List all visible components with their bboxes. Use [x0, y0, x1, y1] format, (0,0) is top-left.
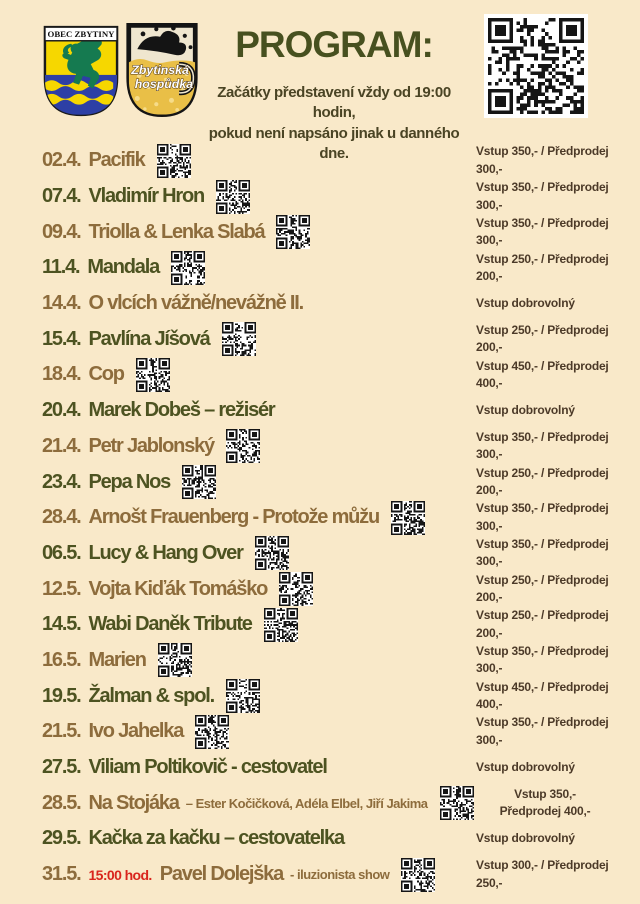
event-title: Pavlína Jíšová	[88, 327, 210, 350]
event-row	[0, 714, 640, 750]
event-date: 14.4.	[42, 292, 81, 315]
event-price: Vstup 350,- / Předprodej 300,-	[476, 144, 609, 176]
subtitle-line1: Začátky představení vždy od 19:00 hodin,	[217, 84, 451, 122]
event-title: Žalman & spol.	[88, 684, 214, 707]
event-row	[0, 821, 640, 857]
event-row-left	[42, 643, 476, 677]
event-qr-code	[226, 429, 260, 463]
subtitle-line2: pokud není napsáno jinak u danného dne.	[208, 124, 460, 162]
event-price: Vstup dobrovolný	[476, 759, 575, 774]
event-title: Na Stojáka	[88, 791, 179, 814]
event-date: 23.4.	[42, 470, 81, 493]
event-qr-code	[158, 643, 192, 677]
pub-name-line2-svg: hospůdka	[134, 77, 194, 92]
event-title: Kačka za kačku – cestovatelka	[88, 827, 344, 850]
event-date: 15.4.	[42, 327, 81, 350]
event-row	[0, 785, 640, 821]
event-row	[0, 286, 640, 322]
event-date: 02.4.	[42, 149, 81, 172]
event-row	[0, 643, 640, 679]
event-price: Vstup 450,- / Předprodej 400,-	[476, 679, 609, 712]
event-date: 28.5.	[42, 791, 81, 814]
event-row-left	[42, 322, 476, 356]
event-date: 18.4.	[42, 363, 81, 386]
event-title: Marien	[88, 648, 146, 671]
event-row	[0, 571, 640, 607]
event-price: Vstup 450,- / Předprodej 400,-	[476, 358, 609, 390]
event-title: O vlcích vážně/nevážně II.	[88, 292, 303, 315]
municipal-coat-of-arms	[42, 24, 120, 118]
event-date: 19.5.	[42, 684, 81, 707]
event-title: Arnošt Frauenberg - Protože můžu	[88, 506, 379, 529]
event-date: 11.4.	[42, 256, 80, 279]
event-note: - iluzionista show	[290, 867, 390, 883]
event-qr-code	[276, 215, 310, 249]
event-qr-code	[279, 572, 313, 606]
event-date: 14.5.	[42, 613, 81, 636]
event-title: Pacifik	[88, 149, 145, 172]
event-row-left	[42, 215, 476, 249]
main-qr-code	[484, 14, 588, 118]
event-qr-code	[222, 322, 256, 356]
event-row	[0, 214, 640, 250]
event-row-left	[42, 180, 476, 214]
event-title: Mandala	[87, 256, 160, 279]
event-price: Vstup 250,- / Předprodej 200,-	[476, 572, 609, 605]
event-price: Vstup 350,- / Předprodej 300,-	[476, 644, 609, 676]
event-date: 16.5.	[42, 648, 81, 671]
event-row-left	[42, 465, 476, 499]
event-price: Vstup 350,- / Předprodej 300,-	[476, 215, 609, 248]
event-title: Petr Jablonský	[88, 434, 214, 457]
event-row	[0, 357, 640, 393]
event-price: Vstup dobrovolný	[476, 402, 575, 417]
event-price: Vstup 250,- / Předprodej 200,-	[476, 608, 609, 640]
event-time: 15:00 hod.	[88, 866, 152, 883]
event-row-left	[42, 358, 476, 392]
event-date: 07.4.	[42, 185, 81, 208]
event-row	[0, 500, 640, 536]
event-row-left	[42, 858, 476, 892]
event-row-left	[42, 501, 476, 535]
event-row	[0, 393, 640, 429]
event-date: 21.4.	[42, 434, 81, 457]
event-title: Lucy & Hang Over	[88, 541, 243, 564]
event-title: Vladimír Hron	[88, 185, 205, 208]
event-qr-code	[216, 180, 250, 214]
event-qr-code	[171, 251, 205, 285]
event-price: Vstup 250,- / Předprodej 200,-	[476, 251, 609, 283]
event-title: Pavel Dolejška	[159, 863, 284, 886]
event-row-left	[42, 536, 476, 570]
event-row	[0, 429, 640, 465]
event-date: 12.5.	[42, 577, 81, 600]
event-row	[0, 321, 640, 357]
event-price: Vstup 250,- / Předprodej 200,-	[476, 322, 609, 355]
event-title: Triolla & Lenka Slabá	[88, 220, 265, 243]
event-date: 27.5.	[42, 756, 81, 779]
event-row	[0, 857, 640, 893]
event-row-left	[42, 144, 476, 178]
event-row-left	[42, 756, 476, 779]
event-price: Vstup 350,- Předprodej 400,-	[499, 786, 591, 819]
event-price: Vstup 350,- / Předprodej 300,-	[476, 715, 609, 747]
event-qr-code	[157, 144, 191, 178]
event-date: 28.4.	[42, 506, 81, 529]
event-row-left	[42, 608, 476, 642]
event-row-left	[42, 572, 476, 606]
event-row-left	[42, 827, 476, 850]
pub-name-line1-svg: Zbytinská	[131, 62, 189, 77]
event-title: Marek Dobeš – režisér	[88, 399, 275, 422]
event-row	[0, 536, 640, 572]
municipality-label-svg: OBEC ZBYTINY	[47, 28, 115, 39]
event-title: Ivo Jahelka	[88, 720, 184, 743]
event-row-left	[42, 251, 476, 285]
event-date: 06.5.	[42, 541, 81, 564]
event-title: Cop	[88, 363, 124, 386]
event-date: 20.4.	[42, 399, 81, 422]
event-row	[0, 678, 640, 714]
event-date: 09.4.	[42, 220, 81, 243]
event-date: 29.5.	[42, 827, 81, 850]
event-row-left	[42, 429, 476, 463]
event-qr-code	[264, 608, 298, 642]
event-row	[0, 179, 640, 215]
event-price: Vstup 350,- / Předprodej 300,-	[476, 501, 609, 533]
event-price: Vstup 350,- / Předprodej 300,-	[476, 537, 609, 569]
event-title: Vojta Kiďák Tomáško	[88, 577, 268, 600]
event-row	[0, 143, 640, 179]
event-row-left	[42, 292, 476, 315]
event-qr-code	[182, 465, 216, 499]
event-title: Viliam Poltikovič - cestovatel	[88, 756, 327, 779]
event-title: Wabi Daněk Tribute	[88, 613, 252, 636]
event-qr-code	[401, 858, 435, 892]
event-row-left	[42, 786, 476, 820]
event-row	[0, 750, 640, 786]
event-price: Vstup 250,- / Předprodej 200,-	[476, 465, 609, 498]
event-row	[0, 464, 640, 500]
page-title: PROGRAM:	[235, 24, 433, 65]
event-price: Vstup 300,- / Předprodej 250,-	[476, 858, 609, 890]
event-qr-code	[255, 536, 289, 570]
event-date: 31.5.	[42, 863, 81, 886]
event-qr-code	[226, 679, 260, 713]
event-qr-code	[195, 715, 229, 749]
event-qr-code	[136, 358, 170, 392]
event-price: Vstup dobrovolný	[476, 295, 575, 310]
event-price: Vstup 350,- / Předprodej 300,-	[476, 180, 609, 212]
event-qr-code	[391, 501, 425, 535]
event-row	[0, 607, 640, 643]
event-date: 21.5.	[42, 720, 81, 743]
event-title: Pepa Nos	[88, 470, 171, 493]
event-note: – Ester Kočičková, Adéla Elbel, Jiří Jakima	[185, 795, 428, 811]
event-row-left	[42, 679, 476, 713]
pub-logo	[124, 19, 200, 121]
event-qr-code	[440, 786, 474, 820]
event-price: Vstup 350,- / Předprodej 300,-	[476, 429, 609, 462]
event-row-left	[42, 715, 476, 749]
event-price: Vstup dobrovolný	[476, 831, 575, 846]
event-row-left	[42, 399, 476, 422]
event-row	[0, 250, 640, 286]
event-list	[0, 143, 640, 892]
